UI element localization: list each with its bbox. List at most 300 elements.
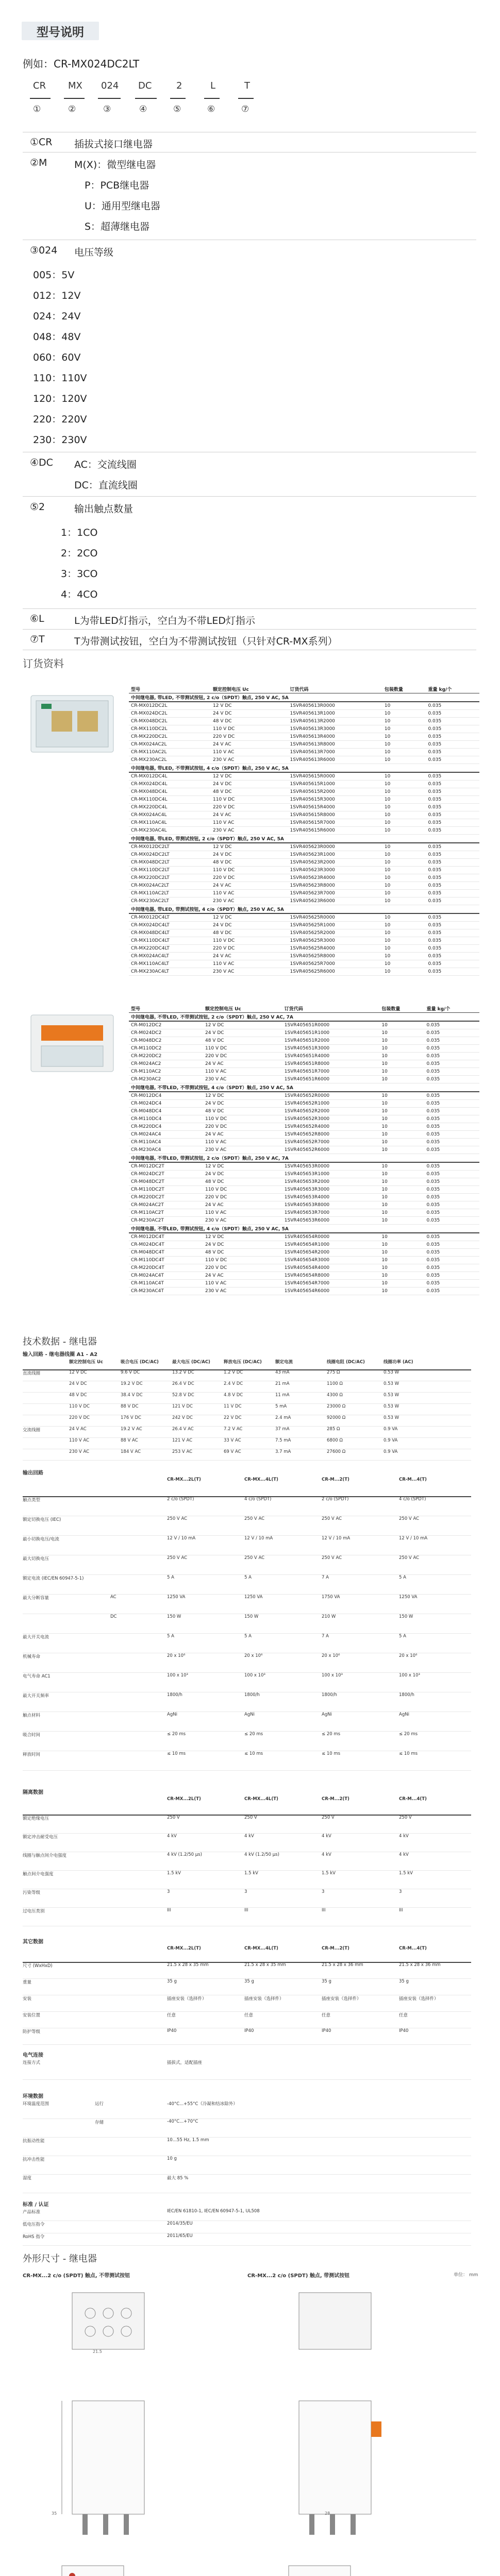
table-cell: CR-M110AC2: [129, 1068, 203, 1076]
table-cell: 0.035: [426, 796, 479, 804]
table-row: [129, 1217, 479, 1225]
table-cell: 1SVR405625R6000: [288, 968, 382, 976]
table-row: [129, 960, 479, 968]
table-cell: 48 V DC: [203, 1037, 282, 1045]
group-title-row: [129, 1013, 479, 1022]
table-cell: 0.035: [426, 843, 479, 851]
grid-row: [23, 2156, 471, 2175]
grid-cell: 0.9 VA: [384, 1449, 398, 1454]
drawing-1-title: CR-MX...2 c/o (SPDT) 触点, 不带测试按钮: [23, 2273, 130, 2279]
table-cell: 24 V AC: [203, 1201, 282, 1209]
env-subtitle: 环境数据: [23, 2094, 43, 2099]
table-cell: 0.035: [426, 827, 479, 835]
table-row: [129, 1272, 479, 1280]
grid-cell: 10...55 Hz, 1.5 mm: [167, 2138, 209, 2143]
table-cell: 10: [382, 804, 426, 811]
grid-cell: 150 W: [244, 1614, 259, 1619]
column-header: 型号: [129, 1005, 203, 1013]
table-cell: CR-M024DC4: [129, 1100, 203, 1108]
grid-cell: 35 g: [399, 1979, 409, 1984]
table-cell: 0.035: [426, 890, 479, 897]
table-cell: 0.035: [424, 1280, 479, 1287]
table-row: [129, 843, 479, 851]
grid-cell: 1250 VA: [399, 1595, 418, 1600]
table-cell: 0.035: [426, 804, 479, 811]
table-cell: CR-M048DC4T: [129, 1249, 203, 1257]
table-cell: 0.035: [426, 788, 479, 796]
grid-cell: 4 kV (1.2/50 μs): [244, 1852, 279, 1857]
table-cell: 10: [382, 811, 426, 819]
column-header: 包装数量: [382, 685, 426, 693]
table-cell: CR-MX220DC2LT: [129, 874, 211, 882]
grid-cell: 3: [322, 1889, 325, 1894]
grid-cell: 220 V DC: [69, 1415, 90, 1420]
column-header: 释放电压 (DC/AC): [224, 1360, 262, 1365]
code-part: DC: [138, 80, 152, 91]
table-cell: 10: [379, 1053, 424, 1060]
grid-cell: 285 Ω: [327, 1427, 340, 1432]
table-cell: CR-M220DC4T: [129, 1264, 203, 1272]
table-row: [129, 1194, 479, 1201]
table-cell: 0.035: [424, 1108, 479, 1115]
table-cell: CR-M024AC2T: [129, 1201, 203, 1209]
spec-line: M(X)：微型继电器: [74, 159, 156, 171]
table-cell: 110 V DC: [203, 1257, 282, 1264]
table-row: [129, 1201, 479, 1209]
table-cell: 0.035: [424, 1037, 479, 1045]
table-cell: 10: [382, 867, 426, 874]
grid-cell: 3: [167, 1889, 170, 1894]
grid-row: [23, 1633, 471, 1653]
grid-cell: 4.8 V DC: [224, 1393, 243, 1398]
table-row: [129, 851, 479, 859]
grid-cell: 1.5 kV: [167, 1871, 181, 1876]
grid-row: [23, 1995, 471, 2012]
table-cell: CR-M110AC4T: [129, 1280, 203, 1287]
column-header: CR-MX...2L(T): [167, 1946, 201, 1951]
grid-cell: 20 x 10⁶: [244, 1653, 263, 1658]
grid-cell: 24 V DC: [69, 1381, 87, 1386]
grid-row: [23, 2119, 471, 2138]
grid-cell: 35 g: [244, 1979, 254, 1984]
table-cell: 1SVR405615R0000: [288, 772, 382, 781]
table-cell: 1SVR405651R3000: [282, 1045, 380, 1053]
table-cell: 24 V AC: [203, 1131, 282, 1139]
grid-cell: 2.4 V DC: [224, 1381, 243, 1386]
table-cell: 10: [379, 1280, 424, 1287]
grid-cell: 5 A: [399, 1634, 406, 1639]
table-cell: 0.035: [424, 1272, 479, 1280]
grid-row: [23, 1672, 471, 1692]
grid-cell: 48 V DC: [69, 1393, 87, 1398]
spec-label: ④DC: [30, 457, 53, 468]
group-title: 中间继电器, 带LED, 带测试按钮, 2 c/o（SPDT）触点, 250 V AC, 5A: [129, 835, 479, 843]
grid-row: [23, 1415, 471, 1427]
table-cell: 10: [379, 1045, 424, 1053]
table-cell: 10: [379, 1217, 424, 1225]
grid-cell: 3: [399, 1889, 402, 1894]
spec-line: 060：60V: [33, 352, 81, 363]
spec-line: DC：直流线圈: [74, 480, 138, 491]
spec-line: U：通用型继电器: [85, 200, 160, 212]
grid-cell: 1800/h: [322, 1692, 337, 1698]
table-cell: 0.035: [426, 749, 479, 756]
grid-row: [23, 2059, 471, 2080]
code-underline: [170, 98, 186, 99]
table-row: [129, 897, 479, 905]
spec-head: 输出触点数量: [74, 503, 134, 515]
table-cell: 1SVR405613R7000: [288, 749, 382, 756]
table-cell: 1SVR405613R4000: [288, 733, 382, 741]
grid-cell: 4 kV: [399, 1834, 409, 1839]
table-cell: 10: [379, 1029, 424, 1037]
table-cell: 230 V AC: [203, 1217, 282, 1225]
table-cell: 1SVR405652R4000: [282, 1123, 380, 1131]
table-cell: CR-MX012DC2LT: [129, 843, 211, 851]
grid-cell: ≤ 10 ms: [167, 1751, 186, 1756]
grid-cell: 5 mA: [275, 1404, 287, 1409]
grid-cell: 1.5 kV: [399, 1871, 413, 1876]
table-cell: CR-M048DC2: [129, 1037, 203, 1045]
grid-cell: 4 kV (1.2/50 μs): [167, 1852, 202, 1857]
grid-cell: 21.5 x 28 x 36 mm: [399, 1962, 441, 1968]
table-cell: 0.035: [424, 1076, 479, 1083]
table-cell: 0.035: [426, 851, 479, 859]
table-cell: 10: [382, 922, 426, 929]
dim-label: 28: [325, 2511, 330, 2516]
grid-cell: 21.5 x 28 x 36 mm: [322, 1962, 363, 1968]
grid-row: [23, 1392, 471, 1404]
table-cell: 220 V DC: [203, 1053, 282, 1060]
grid-row: [23, 1535, 471, 1555]
grid-cell: ≤ 20 ms: [244, 1732, 263, 1737]
table-row: [129, 788, 479, 796]
grid-cell: 最大开关电流: [23, 1635, 49, 1640]
table-cell: 0.035: [424, 1209, 479, 1217]
column-header: 额定电流: [275, 1360, 293, 1365]
table-cell: 1SVR405625R8000: [288, 953, 382, 960]
table-cell: 1SVR405613R0000: [288, 702, 382, 710]
table-cell: 24 V AC: [203, 1060, 282, 1068]
grid-row: [23, 1437, 471, 1449]
table-row: [129, 929, 479, 937]
spec-label: ⑥L: [30, 613, 44, 624]
grid-row: [23, 2233, 471, 2246]
code-part: CR: [33, 80, 46, 91]
grid-cell: 12 V / 10 mA: [167, 1536, 196, 1541]
spec-row-cr: [23, 132, 476, 152]
table-row: [129, 733, 479, 741]
table-cell: 0.035: [424, 1053, 479, 1060]
table-cell: 0.035: [424, 1045, 479, 1053]
table-cell: 1SVR405651R0000: [282, 1021, 380, 1029]
table-cell: 10: [379, 1060, 424, 1068]
table-cell: 110 V AC: [203, 1280, 282, 1287]
grid-row: [23, 1426, 471, 1438]
spec-line: 4：4CO: [61, 589, 98, 600]
grid-cell: 2 c/o (SPDT): [167, 1497, 194, 1502]
table-cell: 10: [379, 1201, 424, 1209]
table-cell: 1SVR405625R0000: [288, 913, 382, 922]
column-header: 型号: [129, 685, 211, 693]
table-cell: 1SVR405615R2000: [288, 788, 382, 796]
grid-cell: 4 c/o (SPDT): [244, 1497, 272, 1502]
table-cell: 10: [379, 1264, 424, 1272]
table-cell: 24 V DC: [203, 1241, 282, 1249]
grid-cell: 1750 VA: [322, 1595, 340, 1600]
table-cell: 10: [379, 1076, 424, 1083]
table-cell: 10: [382, 710, 426, 718]
column-header: CR-MX...4L(T): [244, 1797, 278, 1802]
table-cell: 48 V DC: [203, 1178, 282, 1186]
table-cell: 1SVR405653R7000: [282, 1209, 380, 1217]
grid-cell: AC: [110, 1595, 116, 1600]
grid-cell: 13.2 V DC: [172, 1370, 194, 1375]
grid-row: [23, 1731, 471, 1751]
input-subtitle: 输入回路 - 继电器线圈 A1 - A2: [23, 1352, 98, 1358]
table-cell: 0.035: [424, 1123, 479, 1131]
grid-cell: 7 A: [322, 1634, 329, 1639]
table-cell: CR-M110AC2T: [129, 1209, 203, 1217]
table-cell: 10: [382, 851, 426, 859]
grid-cell: 21.5 x 28 x 35 mm: [244, 1962, 286, 1968]
grid-row: [23, 1815, 471, 1834]
table-cell: 0.035: [426, 882, 479, 890]
group-title: 中间继电器, 带LED, 不带测试按钮, 2 c/o（SPDT）触点, 250 V AC, 5A: [129, 693, 479, 702]
grid-cell: 连接方式: [23, 2060, 41, 2065]
table-cell: 10: [379, 1037, 424, 1045]
table-row: [129, 741, 479, 749]
table-cell: CR-M110DC2: [129, 1045, 203, 1053]
grid-cell: 2 c/o (SPDT): [322, 1497, 349, 1502]
table-cell: 1SVR405654R8000: [282, 1272, 380, 1280]
table-cell: 48 V DC: [211, 929, 288, 937]
table-cell: 1SVR405623R8000: [288, 882, 382, 890]
table-cell: 1SVR405615R3000: [288, 796, 382, 804]
table-cell: 10: [382, 749, 426, 756]
table-cell: 1SVR405654R3000: [282, 1257, 380, 1264]
grid-cell: 0.9 VA: [384, 1438, 398, 1443]
column-header: 包装数量: [379, 1005, 424, 1013]
table-cell: 1SVR405651R4000: [282, 1053, 380, 1060]
group-title: 中间继电器, 带LED, 不带测试按钮, 4 c/o（SPDT）触点, 250 V AC, 5A: [129, 764, 479, 773]
table-cell: CR-MX220DC4L: [129, 804, 211, 811]
table-cell: 48 V DC: [211, 788, 288, 796]
grid-cell: 线圈与触点间介电强度: [23, 1853, 67, 1858]
table-cell: 1SVR405613R6000: [288, 756, 382, 764]
table-cell: CR-MX220DC4LT: [129, 945, 211, 953]
group-title-row: [129, 693, 479, 702]
table-cell: 0.035: [426, 867, 479, 874]
table-cell: CR-M230AC2: [129, 1076, 203, 1083]
code-underline: [204, 98, 220, 99]
spec-line: 1：1CO: [61, 527, 98, 538]
table-row: [129, 1131, 479, 1139]
table-row: [129, 772, 479, 781]
table-cell: 24 V DC: [203, 1171, 282, 1178]
code-num: ③: [103, 104, 111, 114]
table-cell: CR-MX230AC4LT: [129, 968, 211, 976]
table-cell: 0.035: [424, 1264, 479, 1272]
table-cell: 0.035: [426, 960, 479, 968]
grid-header-row: [23, 1477, 471, 1497]
spec-table: [23, 132, 476, 674]
table-cell: 10: [379, 1146, 424, 1154]
grid-cell: 安装: [23, 1996, 32, 2002]
table-row: [129, 1287, 479, 1295]
spec-label: ③024: [30, 245, 58, 256]
grid-cell: 253 V AC: [172, 1449, 193, 1454]
grid-cell: 43 mA: [275, 1370, 290, 1375]
group-title-row: [129, 1225, 479, 1233]
grid-cell: 额定绝缘电压: [23, 1816, 49, 1821]
table-cell: CR-M110DC4: [129, 1115, 203, 1123]
table-cell: 1SVR405615R6000: [288, 827, 382, 835]
grid-cell: AgNi: [399, 1712, 409, 1717]
code-underline: [30, 98, 51, 99]
table-cell: 10: [382, 788, 426, 796]
table-cell: 1SVR405613R8000: [288, 741, 382, 749]
grid-cell: 9.6 V DC: [121, 1370, 140, 1375]
table-cell: CR-MX110DC2LT: [129, 867, 211, 874]
table-cell: 10: [382, 718, 426, 725]
spec-line: AC：交流线圈: [74, 459, 137, 470]
table-cell: 1SVR405651R7000: [282, 1068, 380, 1076]
grid-row: [23, 1381, 471, 1393]
table-cell: 0.035: [424, 1217, 479, 1225]
grid-cell: 任意: [244, 2013, 254, 2018]
grid-cell: 插拔式，适配插座: [167, 2060, 203, 2065]
table-cell: 0.035: [426, 710, 479, 718]
table-cell: 10: [379, 1257, 424, 1264]
table-row: [129, 1280, 479, 1287]
table-cell: 230 V AC: [211, 756, 288, 764]
table-cell: 110 V AC: [203, 1209, 282, 1217]
grid-cell: 250 V: [322, 1815, 335, 1820]
grid-cell: 污染等级: [23, 1890, 41, 1895]
table-cell: 1SVR405652R0000: [282, 1092, 380, 1100]
table-row: [129, 1209, 479, 1217]
table-row: [129, 1108, 479, 1115]
table-cell: CR-MX024AC4L: [129, 811, 211, 819]
table-cell: 10: [379, 1186, 424, 1194]
spec-line: 120：120V: [33, 393, 87, 404]
grid-cell: 11 mA: [275, 1393, 290, 1398]
grid-cell: 尺寸 (WxHxD): [23, 1963, 53, 1969]
table-row: [129, 1115, 479, 1123]
grid-cell: 210 W: [322, 1614, 336, 1619]
grid-cell: 22 V DC: [224, 1415, 242, 1420]
table-cell: 0.035: [424, 1178, 479, 1186]
dims-title: 外形尺寸 - 继电器: [23, 2253, 97, 2264]
table-cell: CR-M048DC4: [129, 1108, 203, 1115]
table-cell: 1SVR405625R4000: [288, 945, 382, 953]
grid-cell: 23000 Ω: [327, 1404, 346, 1409]
spec-row-coil: [23, 452, 476, 497]
column-header: 额定控制电压 Uc: [211, 685, 288, 693]
table-cell: 220 V DC: [203, 1194, 282, 1201]
column-header: CR-M...4(T): [399, 1797, 427, 1802]
grid-cell: 7.2 V AC: [224, 1427, 243, 1432]
order-table-2: [129, 1005, 479, 1295]
grid-cell: 4 kV: [167, 1834, 177, 1839]
grid-cell: 230 V AC: [69, 1449, 90, 1454]
grid-cell: ≤ 10 ms: [399, 1751, 418, 1756]
table-cell: 10: [379, 1171, 424, 1178]
table-cell: CR-MX024AC2L: [129, 741, 211, 749]
grid-cell: 0.53 W: [384, 1381, 399, 1386]
grid-row: [23, 2208, 471, 2221]
table-cell: 24 V AC: [211, 741, 288, 749]
grid-row: [23, 1751, 471, 1771]
code-part: 2: [176, 80, 182, 91]
spec-line: 220：220V: [33, 414, 87, 425]
table-cell: 230 V AC: [203, 1146, 282, 1154]
table-cell: 0.035: [424, 1194, 479, 1201]
table-cell: 24 V AC: [211, 882, 288, 890]
table-cell: CR-M048DC2T: [129, 1178, 203, 1186]
table-cell: 0.035: [426, 781, 479, 788]
grid-cell: 250 V AC: [399, 1516, 420, 1521]
spec-line: 024：24V: [33, 311, 81, 322]
table-cell: 10: [382, 937, 426, 945]
grid-cell: 12 V / 10 mA: [322, 1536, 351, 1541]
grid-cell: 0.53 W: [384, 1415, 399, 1420]
table-cell: 12 V DC: [211, 843, 288, 851]
grid-cell: 安装位置: [23, 2013, 41, 2018]
grid-cell: 插座安装（选择件）: [244, 1996, 284, 2002]
table-cell: 10: [379, 1162, 424, 1171]
example-code: CR-MX024DC2LT: [54, 58, 140, 70]
grid-cell: 242 V DC: [172, 1415, 193, 1420]
grid-cell: 275 Ω: [327, 1370, 340, 1375]
table-header-row: [129, 685, 479, 693]
table-cell: 1SVR405653R4000: [282, 1194, 380, 1201]
table-row: [129, 1186, 479, 1194]
grid-cell: 1.5 kV: [322, 1871, 336, 1876]
relay-image-orange: [21, 1005, 129, 1082]
column-header: 吸合电压 (DC/AC): [121, 1360, 159, 1365]
table-cell: 10: [382, 929, 426, 937]
table-cell: 110 V DC: [211, 725, 288, 733]
group-title-row: [129, 1083, 479, 1092]
table-cell: 10: [379, 1108, 424, 1115]
table-cell: CR-MX024AC4LT: [129, 953, 211, 960]
table-cell: 10: [382, 897, 426, 905]
grid-row: [23, 1978, 471, 1995]
table-cell: 230 V AC: [211, 827, 288, 835]
grid-cell: 250 V AC: [399, 1555, 420, 1561]
code-num: ②: [68, 104, 76, 114]
table-cell: 10: [379, 1123, 424, 1131]
grid-cell: 插座安装（选择件）: [167, 1996, 207, 2002]
grid-cell: III: [399, 1908, 403, 1913]
grid-cell: 100 x 10³: [322, 1673, 343, 1678]
order-title: 订货资料: [23, 657, 64, 670]
table-row: [129, 859, 479, 867]
grid-cell: 抗振动性能: [23, 2139, 45, 2144]
table-cell: 1SVR405652R6000: [282, 1146, 380, 1154]
grid-cell: 1800/h: [167, 1692, 182, 1698]
table-cell: 12 V DC: [203, 1092, 282, 1100]
grid-cell: 184 V AC: [121, 1449, 141, 1454]
table-cell: 0.035: [424, 1029, 479, 1037]
spec-line: 2：2CO: [61, 548, 98, 559]
table-cell: 1SVR405654R6000: [282, 1287, 380, 1295]
grid-cell: 0.53 W: [384, 1404, 399, 1409]
grid-header-row: [23, 1945, 471, 1963]
grid-cell: 2011/65/EU: [167, 2233, 193, 2239]
